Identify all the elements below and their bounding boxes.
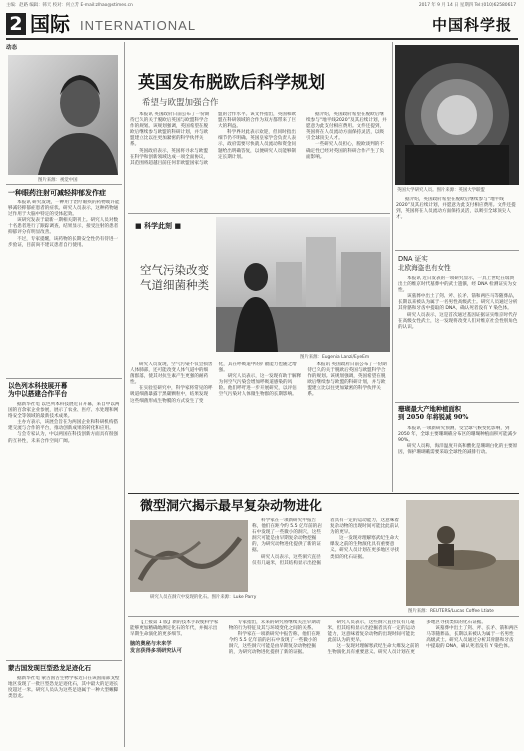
- feature-column-label: [135, 221, 181, 231]
- paragraph: 这一发现对理解寒武纪生命大爆发之前的生物演化具有重要意义。研究人员计划在更多地区寻找类似的化石证据。: [330, 536, 399, 560]
- editor-line: 主编：赵路 编辑：韩天 校对：何立芳 E-mail:zlhao@stimes.cn: [6, 3, 133, 8]
- newspaper-logo: 中国科学报: [431, 16, 512, 34]
- feature-photo-caption: 图片来源：Eugenia Lanzi/EyeEm: [300, 355, 370, 360]
- paragraph: 本报讯 英国政府日前公布了一份期待已久的关于脱欧后英国与欧盟科学合作的规划。该规划强调，英国希望在脱欧后继续参与欧盟的科研计划，并与欧盟建立比以往更加紧密的科学伙伴关系。: [307, 362, 387, 398]
- paragraph: 研究人员称，海洋温度升高和酸化是珊瑚白化的主要原因，保护珊瑚礁需要采取全球性的减排行动。: [398, 444, 518, 456]
- article1-title: 一种眼药注射可减轻抑郁发作症: [8, 188, 106, 197]
- fossil-burrow-image: [130, 520, 248, 592]
- paragraph: 研究人员表示，这是首次通过基因证据证实维京时代存在高级女性武士，这一发现将改变人们对维京社会性别角色的认识。: [398, 312, 518, 330]
- lead-subtitle: 希望与欧盟加强合作: [142, 98, 219, 108]
- paragraph: 该墓葬中出土了剑、斧、长矛、箭和两匹马等随葬品，长期以来被认为属于一名男性高级武士。研究人员通过分析其骨骼和牙齿中提取的 DNA，确认死者没有 Y 染色体。: [426, 626, 518, 650]
- article2-body: [8, 402, 120, 667]
- paragraph: 科学家在一项新研究中报告称，他们在距今约 5.5 亿年前的岩石中发现了一些微小的洞穴，这些洞穴可能是由早期复杂动物挖掘的，为研究动物进化提供了新的证据。: [228, 632, 321, 656]
- bottom-title: 微型洞穴揭示最早复杂动物进化: [140, 499, 323, 514]
- paragraph: 研究人员表示，这一发现有助于解释为何空气污染会增加呼吸道感染的风险。他们呼吁进一步开展研究，以评估空气污染对人体微生物群的长期影响。: [218, 374, 302, 398]
- bottom-body: [252, 518, 402, 603]
- divider: [6, 184, 122, 185]
- feature-photo: [216, 217, 390, 352]
- sub-heading: 脑的奥秘与未来学 发言获得多项研究认可: [130, 641, 182, 654]
- bottom-left-photo: [130, 520, 248, 592]
- article3-title: 蒙古国发现巨型恐龙足迹化石: [8, 664, 92, 672]
- paragraph: 与会专家认为，中以两国在科技创新方面具有很强的互补性，未来合作空间广阔。: [8, 432, 119, 444]
- left-photo: [8, 55, 118, 175]
- harvest-image: [406, 500, 519, 606]
- page-number-box: [6, 13, 26, 35]
- paragraph: 一些研究人员担心，脱欧谈判的不确定性已经对英国的科研合作产生了负面影响。: [306, 142, 385, 160]
- feature-column-text: 科学此刻: [144, 222, 173, 230]
- feature-heading: 空气污染改变 气道细菌种类: [140, 263, 209, 292]
- lead-right-photo: [395, 45, 519, 185]
- page-number: 2: [9, 13, 23, 35]
- left-photo-caption: 图片来源：视觉中国: [38, 178, 78, 183]
- paragraph: 专家指出，未来的研究将继续关注早期动物的行为特征及其与环境变化之间的关系。: [228, 620, 321, 632]
- paragraph: 在实验室研究中，科学家将常见的呼吸道细菌暴露于黑碳颗粒中，结果发现这些细菌形成生物膜的方式发生了变化，其在呼吸道中的扩散能力也随之增强。: [130, 362, 297, 404]
- bottom-continued-body: [130, 620, 518, 746]
- divider: [6, 660, 122, 661]
- coral-body: [398, 426, 518, 490]
- paragraph: 本报讯 近日发表的一项研究显示，一具上世纪在瑞典出土的维京时代墓葬中的武士遗骸，经 DNA 检测证实为女性。: [398, 276, 517, 294]
- date-line: 2017 年 9 月 14 日 星期四 Tel:(010)62580617: [418, 3, 516, 8]
- divider: [128, 616, 519, 617]
- paragraph: 英国政府表示，英国将寻求与欧盟在科学和创新领域达成一项全面协议，其范围将超越目前任何非欧盟国家与欧盟的合作水平。该文件指出，英国和欧盟在科研领域的合作为双方都带来了巨大的利益。: [130, 112, 297, 166]
- dna-title: DNA 证实 北欧海盗也有女性: [398, 255, 451, 272]
- column-divider: [392, 42, 393, 492]
- paragraph: 该研究发表于最新一期相关期刊上。研究人员对数十名患者进行了跟踪调查，结果显示，接受注射的患者抑郁评分有明显改善。: [8, 218, 119, 236]
- paragraph: 【上接第 1 版】新的技术手段使科学家能够更加精确地测定化石的年代，并揭示出早期生命演化的更多细节。: [130, 620, 219, 638]
- paragraph: 研究人员表示，这些洞穴直径仅有几毫米，但其结构显示出挖掘者具有一定的运动能力，这意味着复杂动物的出现时间可能比此前认为的更早。: [252, 518, 399, 566]
- bottom-right-caption: 图片来源：REUTERS/Lucas Coffee Ltiate: [408, 609, 494, 614]
- square-bullet-icon: ■: [172, 222, 182, 230]
- paragraph: 本报讯 英国政府日前公布了一份期待已久的关于脱欧后英国与欧盟科学合作的规划。该规划强调，英国希望在脱欧后继续参与欧盟的科研计划，并与欧盟建立比以往更加紧密的科学伙伴关系。: [130, 112, 210, 148]
- paragraph: 研究人员发现，空气污染不仅会损害人体肺部，还可能改变人体气道中的细菌群落，使其对抗生素产生更强的耐药性。: [130, 362, 213, 386]
- paragraph: 该墓葬中出土了剑、斧、长矛、箭和两匹马等随葬品，长期以来被认为属于一名男性高级武士。研究人员通过分析其骨骼和牙齿中提取的 DNA，确认死者没有 Y 染色体。: [398, 294, 518, 312]
- paragraph: 据介绍，英国政府希望在脱欧后继续参与“地平线2020”及其后续计划，并愿意为此支付相应费用。文件还提到，英国将在人员流动方面保持灵活，以吸引全球顶尖人才。: [396, 197, 516, 221]
- article1-body: [8, 200, 120, 375]
- feature-body: [130, 362, 390, 490]
- section-rule: [128, 493, 519, 494]
- article2-title: 以色列本科技展开幕 为中以搭建合作平台: [8, 382, 68, 398]
- bottom-left-caption: 研究人员在洞穴中发现的化石。图片来源：Luke Parry: [150, 595, 257, 600]
- polluted-city-image: [216, 217, 390, 352]
- paragraph: 据介绍，英国政府希望在脱欧后继续参与“地平线2020”及其后续计划，并愿意为此支付相应费用。文件还提到，英国将在人员流动方面保持灵活，以吸引全球顶尖人才。: [306, 112, 387, 142]
- lab-equipment-image: [395, 45, 519, 185]
- section-title-en: INTERNATIONAL: [80, 18, 197, 33]
- lead-body: [130, 112, 388, 202]
- lead-title: 英国发布脱欧后科学规划: [138, 73, 325, 93]
- paragraph: 这一发现对理解寒武纪生命大爆发之前的生物演化具有重要意义。研究人员计划在更多地区寻找类似的化石证据。: [327, 620, 486, 656]
- paragraph: 本报讯 研究发现，一种用于治疗眼疾的药物或许能够减轻抑郁症患者的症状。研究人员表示，这种药物通过作用于大脑中特定的受体起效。: [8, 200, 120, 218]
- section-title: 国际: [30, 12, 70, 36]
- divider: [395, 250, 519, 251]
- paragraph: 研究人员表示，这些洞穴直径仅有几毫米，但其结构显示出挖掘者具有一定的运动能力，这意味着复杂动物的出现时间可能比此前认为的更早。: [327, 620, 415, 644]
- column-divider: [124, 42, 125, 747]
- paragraph: 据新华社电 蒙古国古生物学家近日在该国南部戈壁地区发现了一批巨型恐龙足迹化石，其中最大的足迹长度超过一米。研究人员认为这些足迹属于一种大型蜥脚类恐龙。: [8, 676, 120, 700]
- lead-right-caption: 英国大学研究人员。图片来源：英国大学联盟: [397, 188, 485, 193]
- divider: [395, 402, 519, 403]
- article3-body: [8, 676, 120, 746]
- paragraph: 科学界对此表示欢迎，但同时指出细节仍不明确。英国皇家学会负责人表示，政府需要尽快就人员流动和资金问题给出明确答复，以便研究人员能够制定长期计划。: [218, 130, 297, 160]
- paragraph: 主办方表示，该展会旨在为两国企业和科研机构搭建交流与合作的平台，推动创新成果的转化和应用。: [8, 420, 119, 432]
- dna-body: [398, 276, 518, 401]
- square-bullet-icon: ■: [135, 222, 145, 230]
- bottom-right-photo: [406, 500, 519, 606]
- coral-title: 珊瑚最大产地种植面积 到 2050 年将锐减 90%: [398, 406, 469, 421]
- divider: [128, 213, 390, 214]
- person-silhouette-image: [8, 55, 118, 175]
- paragraph: 据新华社电 以色列本科技展近日开幕，来自中以两国的百余家企业参展，展示了农业、医疗、水处理和网络安全等领域的最新技术成果。: [8, 402, 120, 420]
- paragraph: 本报讯 一项新研究预测，受全球气候变化影响，到 2050 年，全球主要珊瑚礁分布区的珊瑚种植面积可能减少 90%。: [398, 426, 517, 444]
- right-col-intro: [396, 197, 518, 237]
- divider: [6, 378, 122, 379]
- paragraph: 科学家在一项新研究中报告称，他们在距今约 5.5 亿年前的岩石中发现了一些微小的洞穴，这些洞穴可能是由早期复杂动物挖掘的，为研究动物进化提供了新的证据。: [252, 518, 322, 554]
- masthead-rule: [6, 38, 518, 40]
- paragraph: 不过，专家提醒，该药物的长期安全性仍有待进一步验证，目前尚不建议患者自行使用。: [8, 236, 119, 248]
- sidebar-label: 动态: [6, 45, 18, 51]
